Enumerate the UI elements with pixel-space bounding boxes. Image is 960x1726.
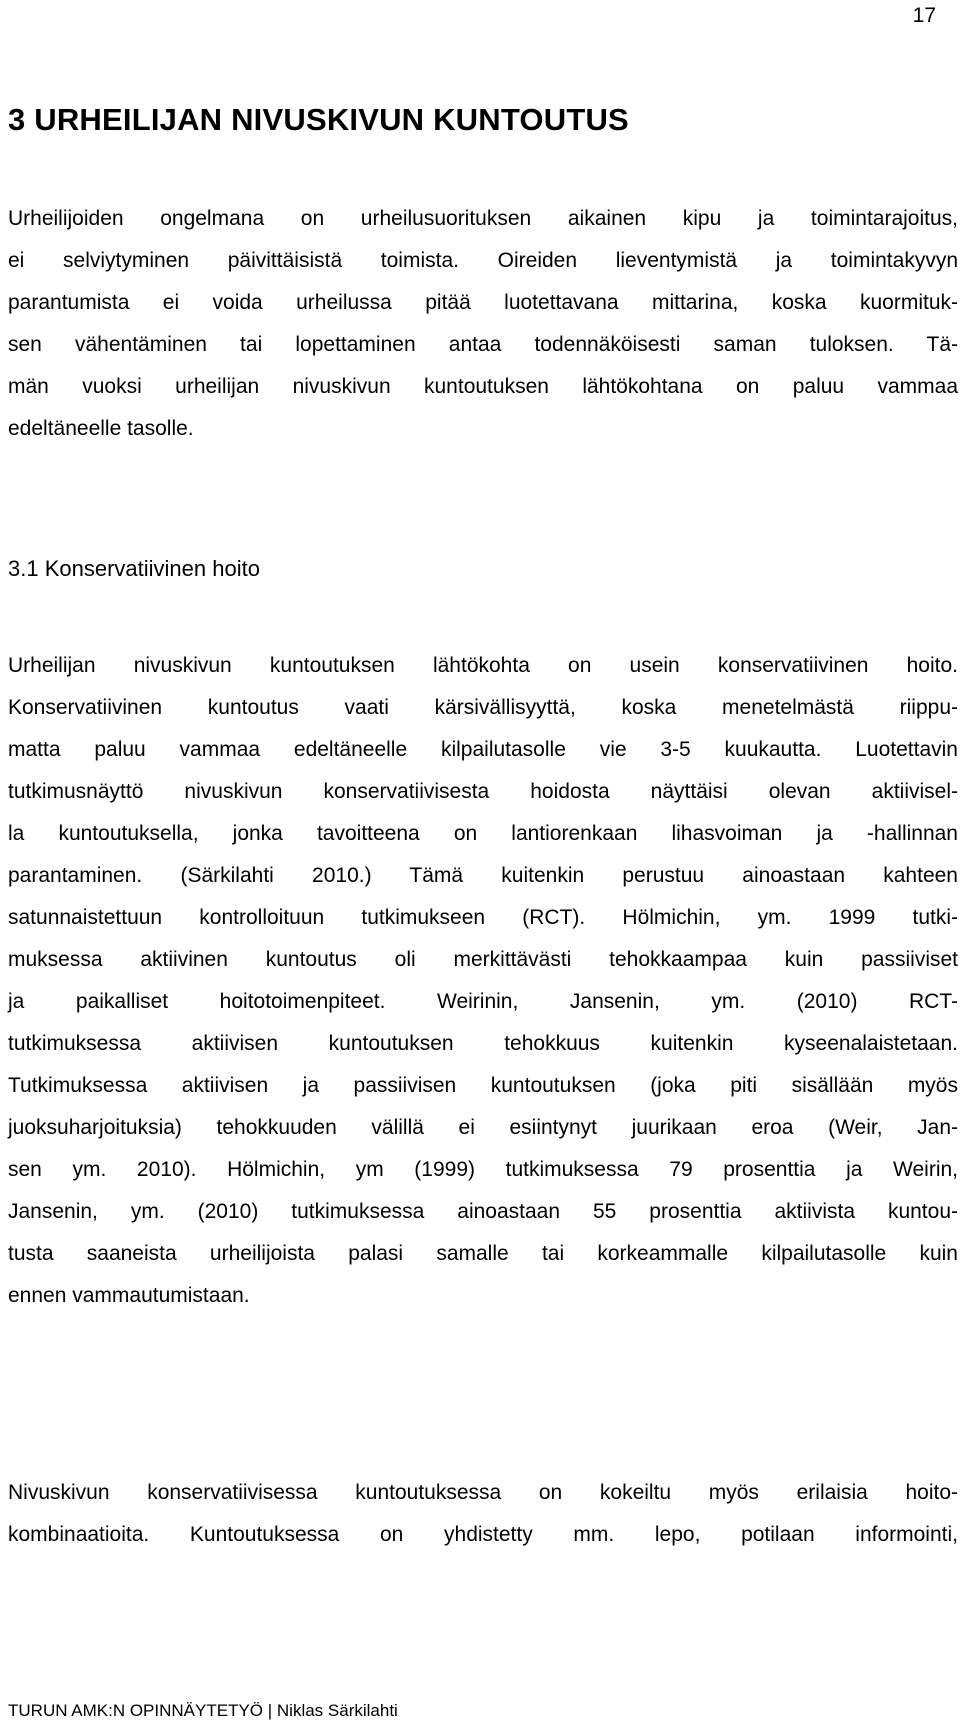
text-line: Konservatiivinen kuntoutus vaati kärsivällisyyttä, koska menetelmästä riippu-: [8, 696, 958, 719]
section-heading: 3.1 Konservatiivinen hoito: [8, 556, 260, 581]
chapter-title: 3 URHEILIJAN NIVUSKIVUN KUNTOUTUS: [8, 102, 629, 137]
text-line: ennen vammautumistaan.: [8, 1284, 250, 1307]
text-line: ja paikalliset hoitotoimenpiteet. Weirinin, Jansenin, ym. (2010) RCT-: [8, 990, 958, 1013]
text-line: män vuoksi urheilijan nivuskivun kuntoutuksen lähtökohtana on paluu vammaa: [8, 375, 958, 398]
text-line: edeltäneelle tasolle.: [8, 417, 194, 440]
text-line: tutkimusnäyttö nivuskivun konservatiivisesta hoidosta näyttäisi olevan aktiivisel-: [8, 780, 958, 803]
page-number: 17: [912, 4, 936, 27]
text-line: Urheilijoiden ongelmana on urheilusuorituksen aikainen kipu ja toimintarajoitus,: [8, 207, 958, 230]
footer: TURUN AMK:N OPINNÄYTETYÖ | Niklas Särkilahti: [8, 1701, 398, 1720]
text-line: Jansenin, ym. (2010) tutkimuksessa ainoastaan 55 prosenttia aktiivista kuntou-: [8, 1200, 958, 1223]
text-line: juoksuharjoituksia) tehokkuuden välillä ei esiintynyt juurikaan eroa (Weir, Jan-: [8, 1116, 958, 1139]
paragraph-intro: [8, 198, 958, 450]
text-line: parantaminen. (Särkilahti 2010.) Tämä kuitenkin perustuu ainoastaan kahteen: [8, 864, 958, 887]
text-line: muksessa aktiivinen kuntoutus oli merkittävästi tehokkaampaa kuin passiiviset: [8, 948, 958, 971]
text-line: Urheilijan nivuskivun kuntoutuksen lähtökohta on usein konservatiivinen hoito.: [8, 654, 958, 677]
text-line: tusta saaneista urheilijoista palasi samalle tai korkeammalle kilpailutasolle kuin: [8, 1242, 958, 1265]
text-line: sen vähentäminen tai lopettaminen antaa todennäköisesti saman tuloksen. Tä-: [8, 333, 958, 356]
text-line: Nivuskivun konservatiivisessa kuntoutuksessa on kokeiltu myös erilaisia hoito-: [8, 1481, 958, 1504]
paragraph-conservative-treatment: [8, 645, 958, 1317]
text-line: tutkimuksessa aktiivisen kuntoutuksen tehokkuus kuitenkin kyseenalaistetaan.: [8, 1032, 958, 1055]
text-line: matta paluu vammaa edeltäneelle kilpailutasolle vie 3-5 kuukautta. Luotettavin: [8, 738, 958, 761]
text-line: Tutkimuksessa aktiivisen ja passiivisen kuntoutuksen (joka piti sisällään myös: [8, 1074, 958, 1097]
text-line: satunnaistettuun kontrolloituun tutkimukseen (RCT). Hölmichin, ym. 1999 tutki-: [8, 906, 958, 929]
text-line: kombinaatioita. Kuntoutuksessa on yhdistetty mm. lepo, potilaan informointi,: [8, 1523, 958, 1546]
text-line: sen ym. 2010). Hölmichin, ym (1999) tutkimuksessa 79 prosenttia ja Weirin,: [8, 1158, 958, 1181]
text-line: la kuntoutuksella, jonka tavoitteena on lantiorenkaan lihasvoiman ja -hallinnan: [8, 822, 958, 845]
paragraph-combinations: [8, 1472, 958, 1556]
text-line: parantumista ei voida urheilussa pitää luotettavana mittarina, koska kuormituk-: [8, 291, 958, 314]
text-line: ei selviytyminen päivittäisistä toimista. Oireiden lieventymistä ja toimintakyvyn: [8, 249, 958, 272]
